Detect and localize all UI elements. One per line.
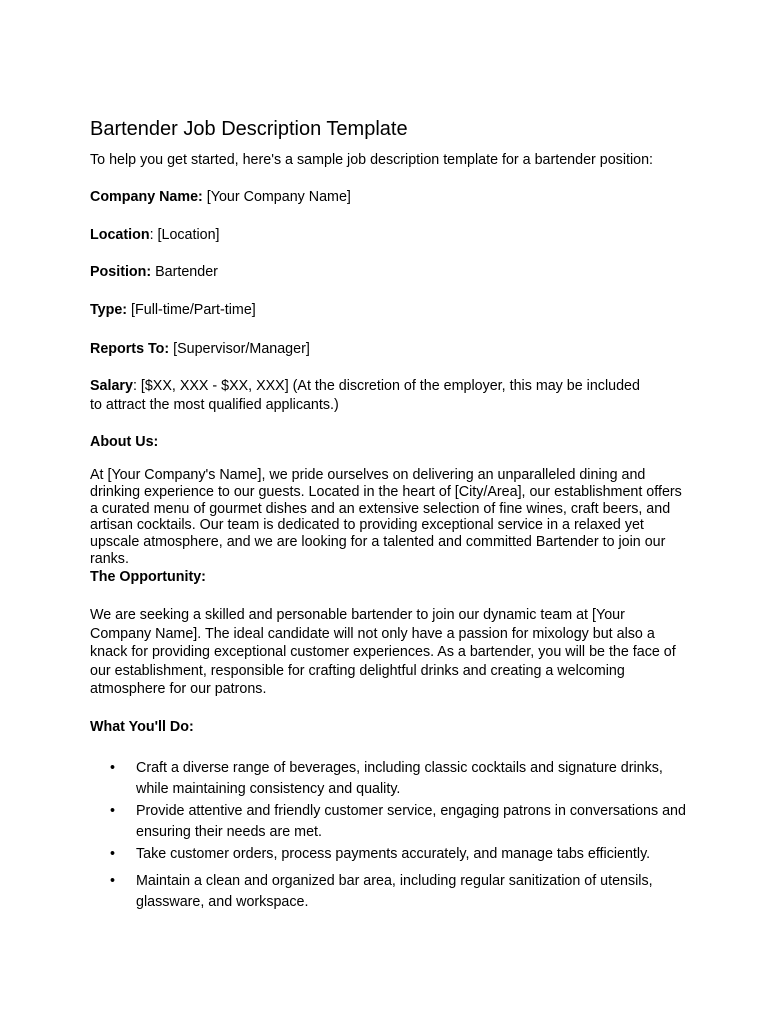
list-item: [90, 844, 696, 865]
list-item: [90, 801, 696, 842]
document-title: Bartender Job Description Template: [90, 118, 408, 140]
field-value: : [Location]: [149, 227, 220, 243]
field-salary: [90, 377, 650, 414]
field-value: [Your Company Name]: [202, 189, 351, 205]
intro-paragraph: To help you get started, here's a sample job description template for a bartender position:: [90, 152, 654, 168]
section-heading-about: About Us:: [90, 434, 159, 450]
section-heading-duties: What You'll Do:: [90, 719, 194, 735]
field-location: [90, 226, 690, 244]
field-type: [90, 301, 690, 319]
bullet-icon: •: [110, 803, 116, 819]
bullet-icon: •: [110, 760, 116, 776]
field-reports-to: [90, 340, 690, 358]
bullet-icon: •: [110, 846, 116, 862]
field-label: Position:: [90, 264, 152, 280]
field-label: Type:: [90, 302, 128, 318]
field-label: Location: [90, 227, 150, 243]
field-value: Bartender: [151, 264, 218, 280]
bullet-icon: •: [110, 873, 116, 889]
field-value: [Supervisor/Manager]: [169, 341, 310, 357]
field-label: Salary: [90, 378, 133, 394]
list-item-text: Take customer orders, process payments accurately, and manage tabs efficiently.: [136, 846, 651, 862]
list-item: [90, 758, 696, 799]
field-value: : [$XX, XXX - $XX, XXX] (At the discretion of the employer, this may be included to attract the most qualified applicants.): [90, 378, 640, 413]
about-paragraph: At [Your Company's Name], we pride ourselves on delivering an unparalleled dining and drinking experience to our guests. Located in the heart of [City/Area], our establishment offers a curated menu of gourmet dishes and an extensive selection of fine wines, craft beers, and artisan cocktails. Our team is dedicated to providing exceptional service in a relaxed yet upscale atmosphere, and we are looking for a talented and committed Bartender to join our ranks.: [90, 467, 682, 567]
field-company-name: [90, 188, 690, 206]
section-heading-opportunity: The Opportunity:: [90, 569, 206, 585]
field-label: Company Name:: [90, 189, 203, 205]
field-position: [90, 263, 690, 281]
field-label: Reports To:: [90, 341, 170, 357]
list-item-text: Maintain a clean and organized bar area, including regular sanitization of utensils, glassware, and workspace.: [136, 873, 653, 910]
list-item: [90, 871, 696, 912]
field-value: [Full-time/Part-time]: [127, 302, 256, 318]
list-item-text: Craft a diverse range of beverages, including classic cocktails and signature drinks, while maintaining consistency and quality.: [136, 760, 663, 797]
list-item-text: Provide attentive and friendly customer service, engaging patrons in conversations and ensuring their needs are met.: [136, 803, 686, 840]
opportunity-paragraph: We are seeking a skilled and personable bartender to join our dynamic team at [Your Company Name]. The ideal candidate will not only have a passion for mixology but also a knack for providing exceptional customer experiences. As a bartender, you will be the face of our establishment, responsible for crafting delightful drinks and creating a welcoming atmosphere for our patrons.: [90, 607, 676, 698]
